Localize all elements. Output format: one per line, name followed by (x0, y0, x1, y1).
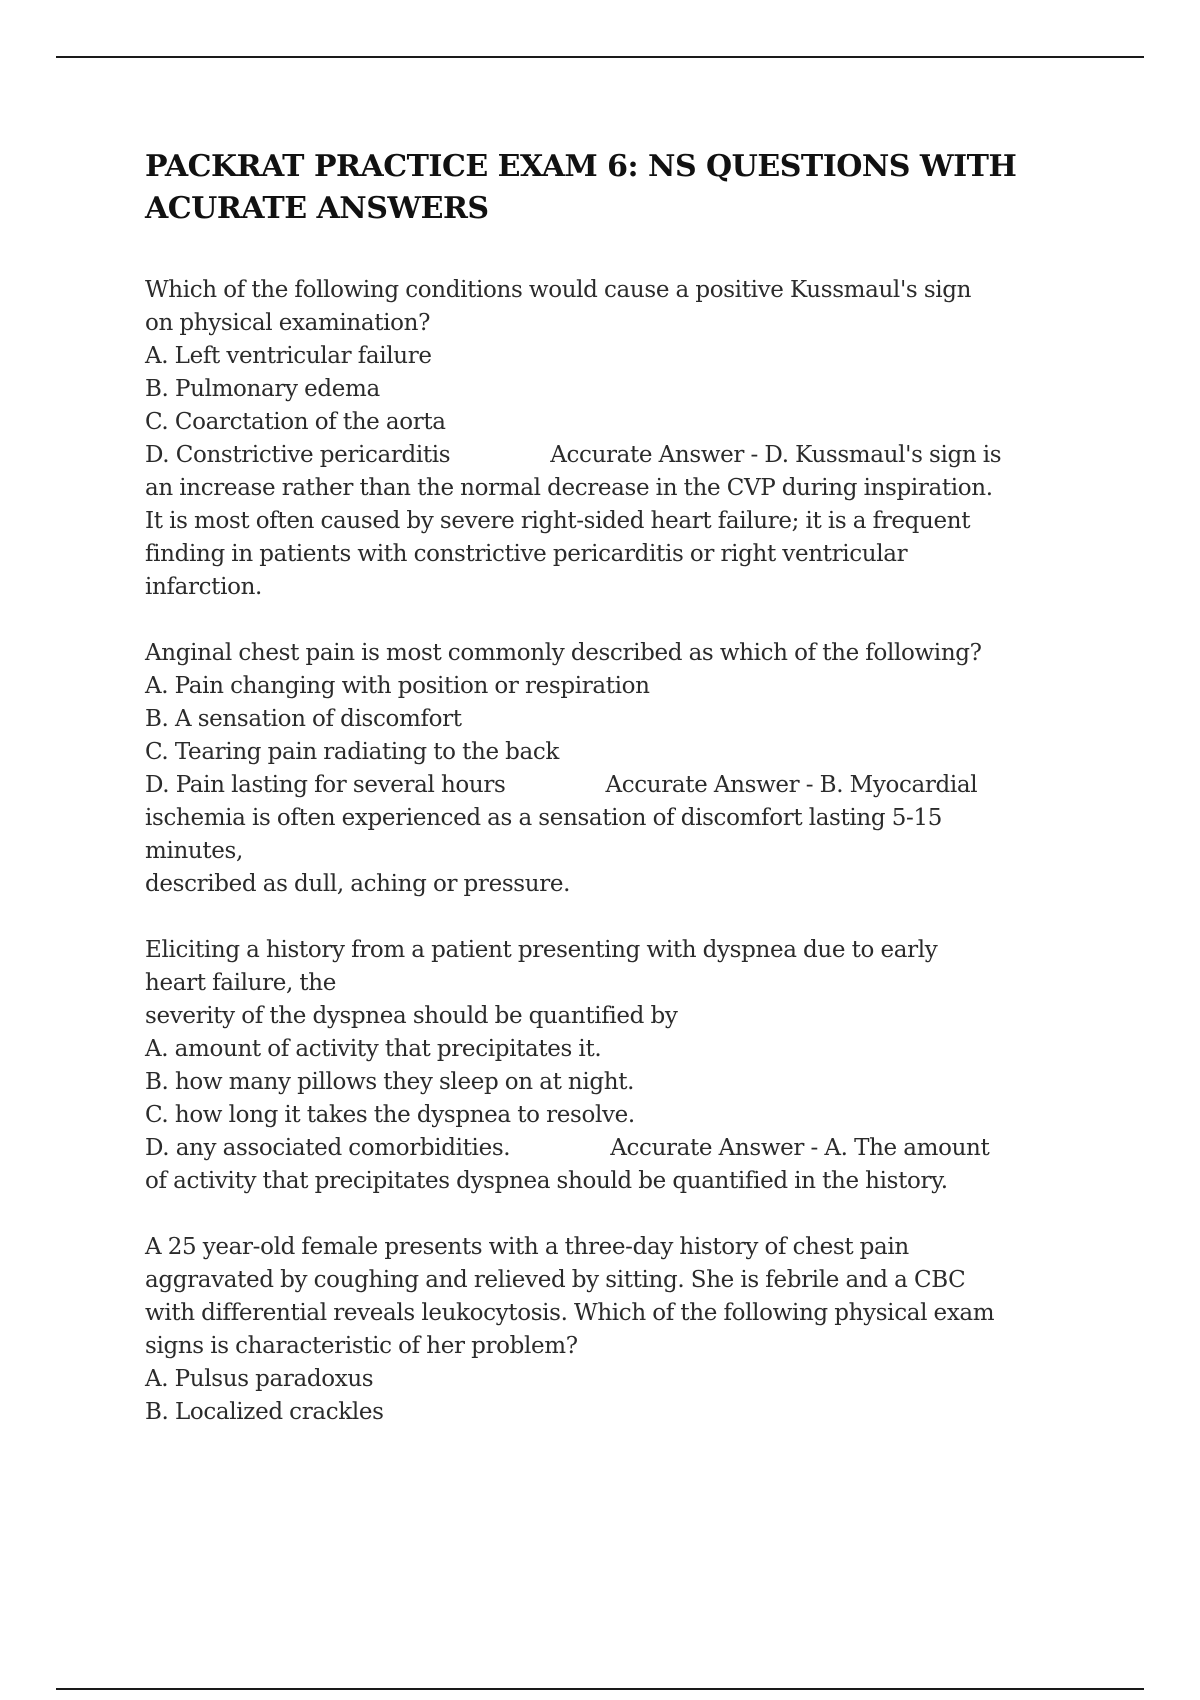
answer-explanation-line: an increase rather than the normal decrease in the CVP during inspiration. (145, 475, 993, 501)
answer-option-b: B. Localized crackles (145, 1399, 384, 1425)
question-block-4 (145, 1231, 1095, 1429)
question-line: severity of the dyspnea should be quantified by (145, 1003, 678, 1029)
question-line: A 25 year-old female presents with a three-day history of chest pain (145, 1234, 909, 1260)
answer-explanation-line: finding in patients with constrictive pericarditis or right ventricular (145, 541, 908, 567)
title-line-1: PACKRAT PRACTICE EXAM 6: NS QUESTIONS WITH (145, 149, 1017, 184)
accurate-answer-label: Accurate Answer - A. The amount (610, 1135, 990, 1161)
answer-explanation-line: described as dull, aching or pressure. (145, 871, 571, 897)
question-line: heart failure, the (145, 970, 337, 996)
option-d-answer-line (145, 439, 1095, 472)
title-line-2: ACURATE ANSWERS (145, 191, 489, 226)
document-body (145, 146, 1095, 1462)
bottom-rule (56, 1688, 1144, 1690)
answer-option-d: D. Constrictive pericarditis (145, 442, 451, 468)
option-d-answer-line (145, 769, 1095, 802)
answer-explanation-line: It is most often caused by severe right-sided heart failure; it is a frequent (145, 508, 971, 534)
answer-explanation-line: minutes, (145, 838, 243, 864)
accurate-answer-label: Accurate Answer - D. Kussmaul's sign is (550, 442, 1002, 468)
question-line: on physical examination? (145, 310, 431, 336)
answer-option-b: B. Pulmonary edema (145, 376, 380, 402)
document-title (145, 146, 1095, 230)
question-line: Anginal chest pain is most commonly described as which of the following? (145, 640, 982, 666)
question-block-3 (145, 934, 1095, 1198)
question-line: Which of the following conditions would cause a positive Kussmaul's sign (145, 277, 972, 303)
accurate-answer-label: Accurate Answer - B. Myocardial (605, 772, 978, 798)
answer-explanation-line: ischemia is often experienced as a sensation of discomfort lasting 5-15 (145, 805, 942, 831)
answer-option-c: C. Tearing pain radiating to the back (145, 739, 560, 765)
answer-option-a: A. amount of activity that precipitates it. (145, 1036, 602, 1062)
question-line: with differential reveals leukocytosis. Which of the following physical exam (145, 1300, 995, 1326)
answer-option-d: D. any associated comorbidities. (145, 1135, 511, 1161)
answer-option-a: A. Pain changing with position or respiration (145, 673, 650, 699)
answer-option-b: B. A sensation of discomfort (145, 706, 462, 732)
answer-option-b: B. how many pillows they sleep on at night. (145, 1069, 635, 1095)
question-block-1 (145, 274, 1095, 604)
answer-option-a: A. Left ventricular failure (145, 343, 432, 369)
answer-explanation-line: infarction. (145, 574, 262, 600)
answer-option-c: C. Coarctation of the aorta (145, 409, 446, 435)
answer-option-d: D. Pain lasting for several hours (145, 772, 506, 798)
question-line: aggravated by coughing and relieved by sitting. She is febrile and a CBC (145, 1267, 966, 1293)
question-line: Eliciting a history from a patient presenting with dyspnea due to early (145, 937, 938, 963)
answer-explanation-line: of activity that precipitates dyspnea should be quantified in the history. (145, 1168, 948, 1194)
top-rule (56, 56, 1144, 58)
answer-option-a: A. Pulsus paradoxus (145, 1366, 374, 1392)
question-block-2 (145, 637, 1095, 901)
option-d-answer-line (145, 1132, 1095, 1165)
answer-option-c: C. how long it takes the dyspnea to resolve. (145, 1102, 635, 1128)
question-line: signs is characteristic of her problem? (145, 1333, 578, 1359)
